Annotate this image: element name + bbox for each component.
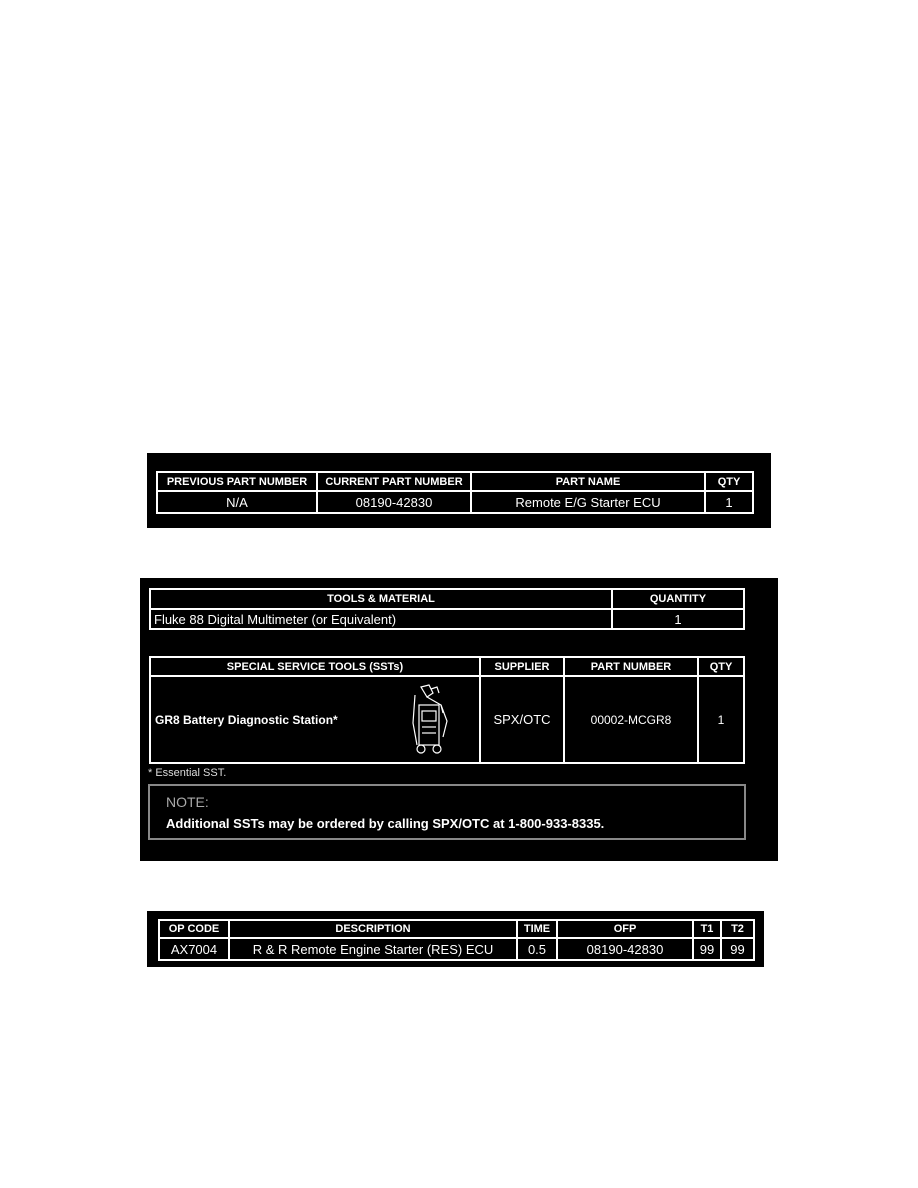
previous-part-number: N/A (157, 491, 317, 513)
note-title: NOTE: (166, 794, 209, 810)
header-tools-material: TOOLS & MATERIAL (150, 589, 612, 609)
op-t2: 99 (721, 938, 754, 960)
header-part-name: PART NAME (471, 472, 705, 491)
sst-table (149, 656, 745, 764)
parts-table (156, 471, 754, 514)
sst-qty: 1 (698, 676, 744, 763)
tool-quantity: 1 (612, 609, 744, 629)
note-text: Additional SSTs may be ordered by calling SPX/OTC at 1-800-933-8335. (166, 816, 605, 831)
current-part-number: 08190-42830 (317, 491, 471, 513)
table-header-row (150, 589, 744, 609)
table-header-row (157, 472, 753, 491)
table-row (159, 938, 754, 960)
header-current-part-number: CURRENT PART NUMBER (317, 472, 471, 491)
essential-sst-footnote: * Essential SST. (148, 767, 227, 779)
header-quantity: QUANTITY (612, 589, 744, 609)
header-previous-part-number: PREVIOUS PART NUMBER (157, 472, 317, 491)
header-part-number: PART NUMBER (564, 657, 698, 676)
tools-material-table (149, 588, 745, 630)
opcode-table (158, 919, 755, 961)
table-row (150, 609, 744, 629)
table-header-row (159, 920, 754, 938)
sst-name: GR8 Battery Diagnostic Station* (155, 713, 338, 727)
header-t1: T1 (693, 920, 721, 938)
header-op-code: OP CODE (159, 920, 229, 938)
header-time: TIME (517, 920, 557, 938)
op-time: 0.5 (517, 938, 557, 960)
sst-part-number: 00002-MCGR8 (564, 676, 698, 763)
sst-supplier: SPX/OTC (480, 676, 564, 763)
tools-panel (140, 578, 778, 861)
header-sst-qty: QTY (698, 657, 744, 676)
header-sst: SPECIAL SERVICE TOOLS (SSTs) (150, 657, 480, 676)
op-ofp: 08190-42830 (557, 938, 693, 960)
op-t1: 99 (693, 938, 721, 960)
part-qty: 1 (705, 491, 753, 513)
header-ofp: OFP (557, 920, 693, 938)
parts-panel (147, 453, 771, 528)
table-header-row (150, 657, 744, 676)
battery-diagnostic-station-icon (407, 683, 451, 758)
header-qty: QTY (705, 472, 753, 491)
header-t2: T2 (721, 920, 754, 938)
header-supplier: SUPPLIER (480, 657, 564, 676)
sst-name-cell (150, 676, 480, 763)
opcode-panel (147, 911, 764, 967)
table-row (157, 491, 753, 513)
tool-name: Fluke 88 Digital Multimeter (or Equivalent) (150, 609, 612, 629)
header-description: DESCRIPTION (229, 920, 517, 938)
op-description: R & R Remote Engine Starter (RES) ECU (229, 938, 517, 960)
part-name: Remote E/G Starter ECU (471, 491, 705, 513)
table-row (150, 676, 744, 763)
note-box (148, 784, 746, 840)
op-code: AX7004 (159, 938, 229, 960)
